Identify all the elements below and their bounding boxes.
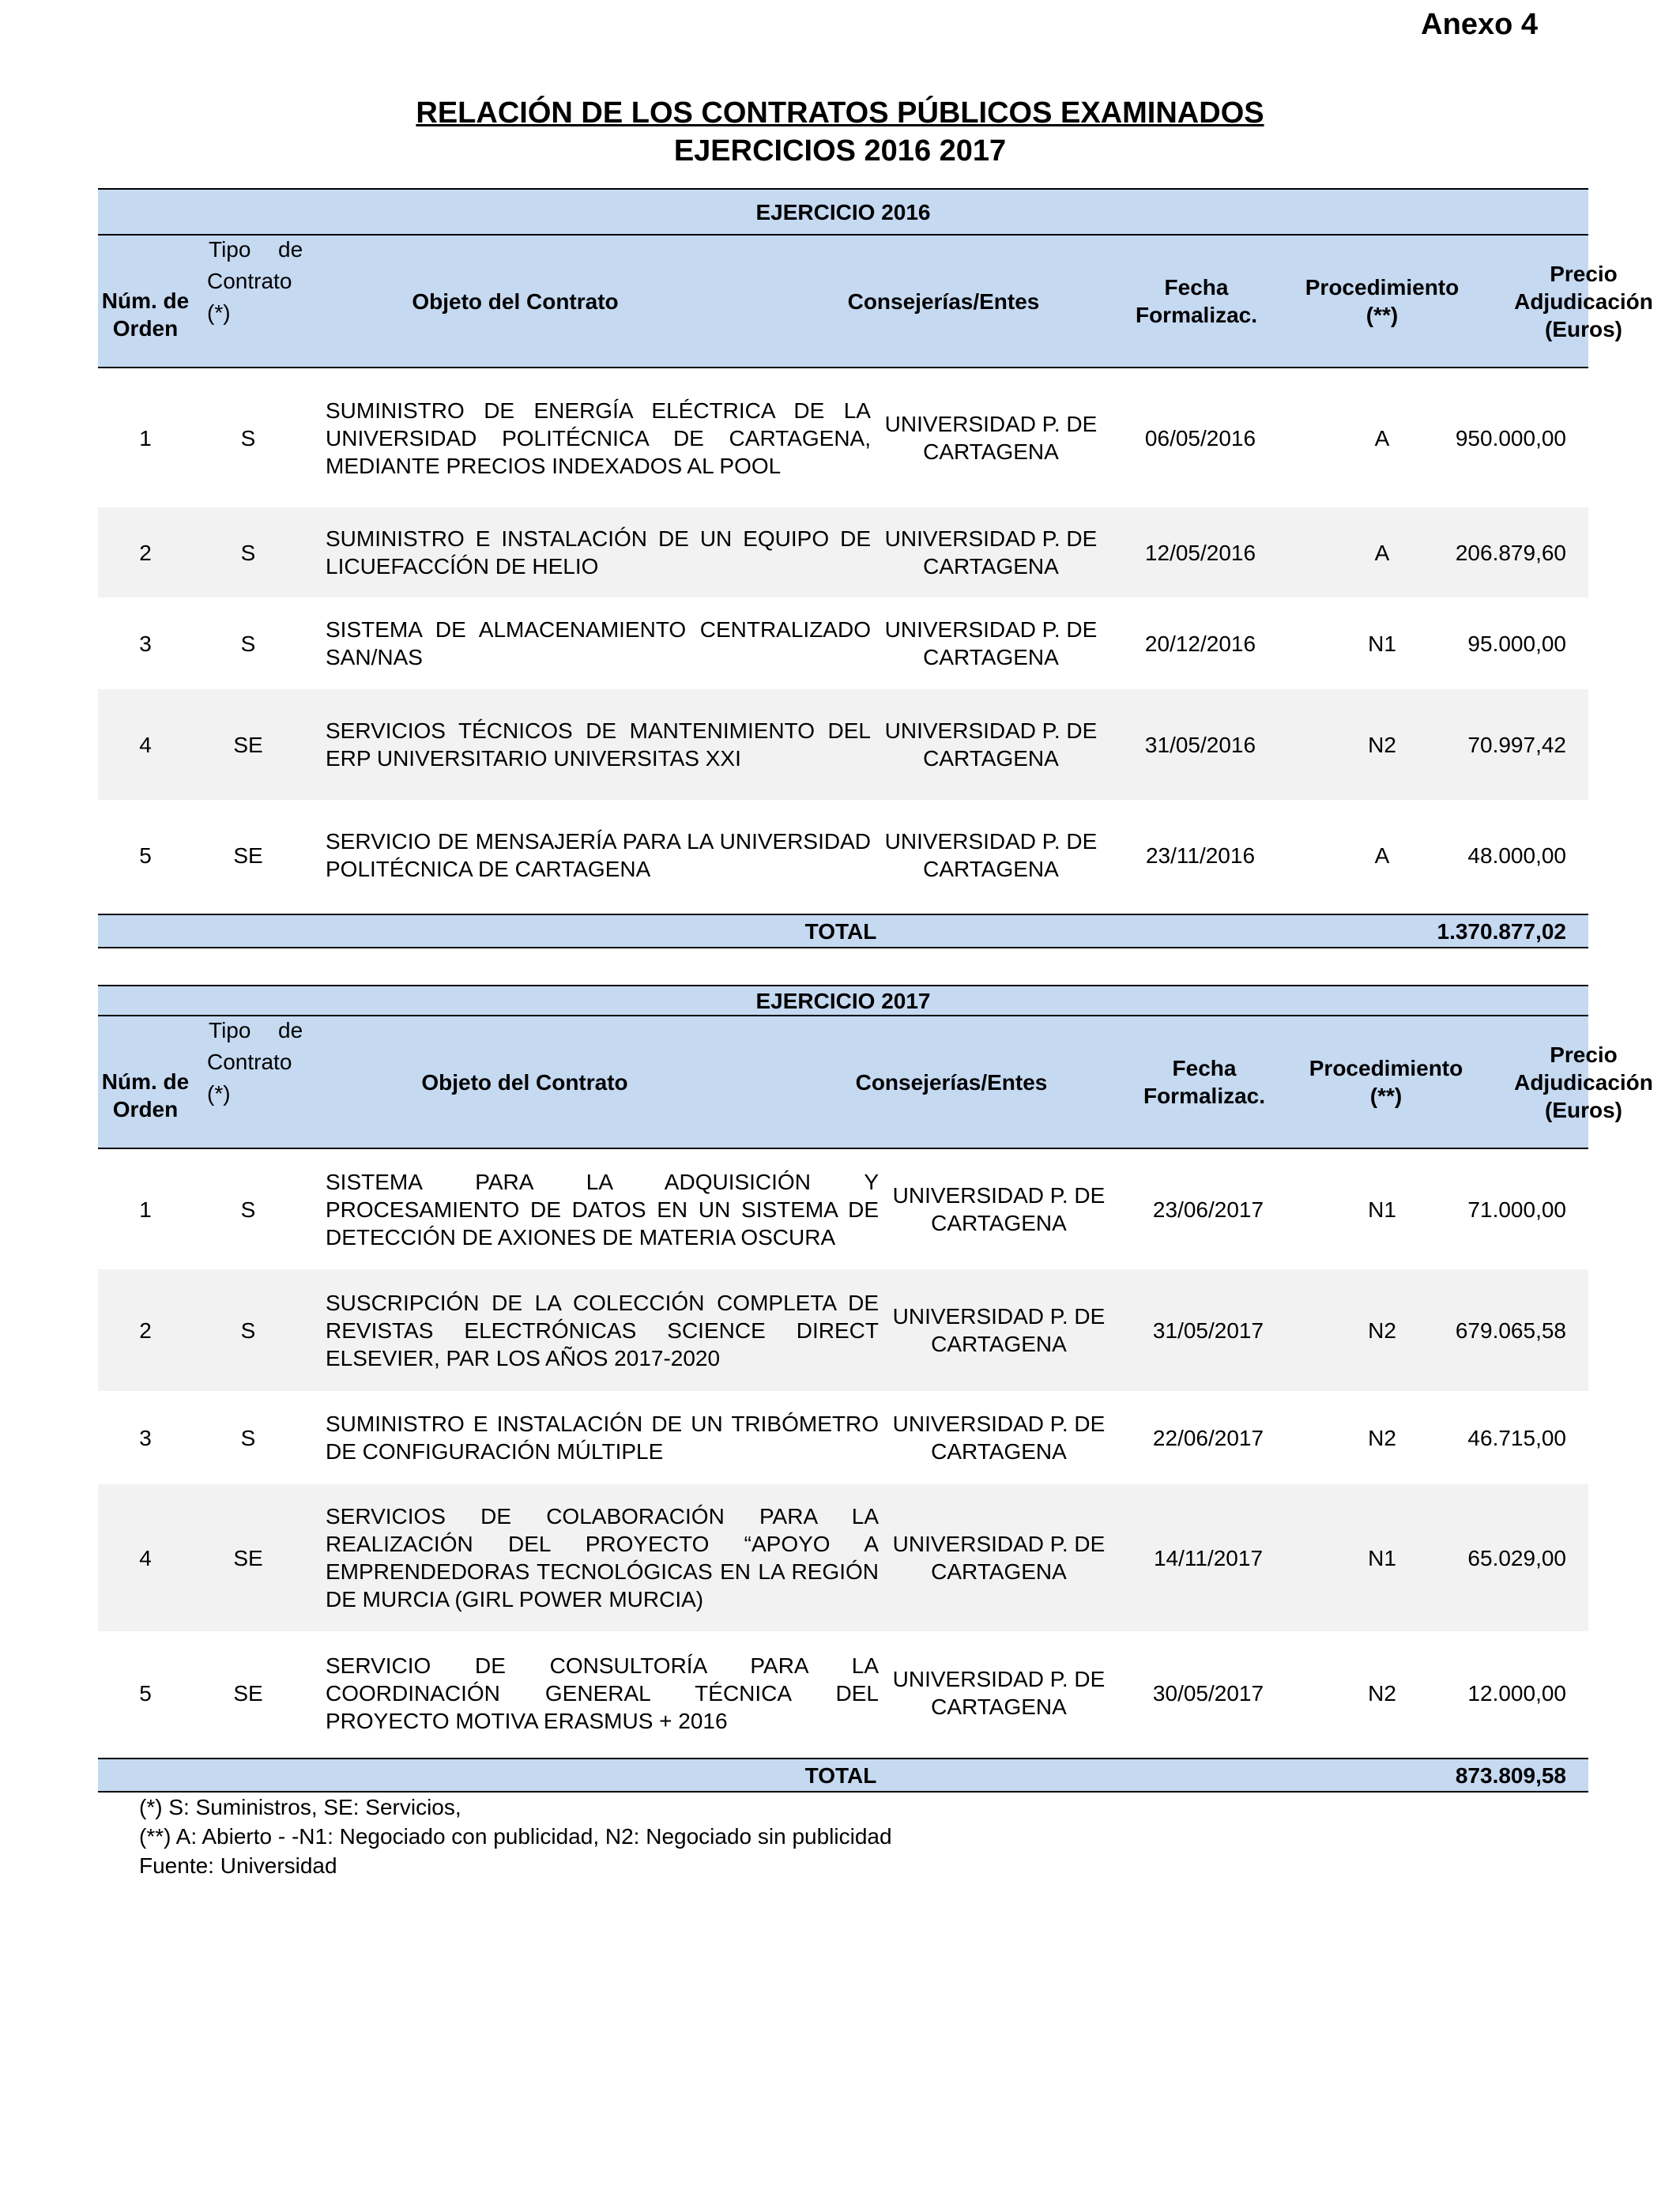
cell-precio: 950.000,00 [1455, 425, 1566, 450]
header-tipo-d: (*) [207, 1081, 231, 1106]
cell-objeto [326, 1484, 879, 1631]
cell-num: 5 [139, 1680, 152, 1706]
table-2016-header [98, 234, 1653, 368]
cell-num: 4 [139, 732, 152, 757]
header-tipo-b: de [278, 1018, 303, 1042]
header-precio-b: Adjudicación [1514, 288, 1653, 314]
cell-procedimiento: N1 [1368, 1545, 1396, 1570]
header-proc-a: Procedimiento [1309, 1056, 1463, 1080]
header-fecha [1109, 1016, 1299, 1148]
cell-precio: 65.029,00 [1467, 1545, 1566, 1570]
cell-procedimiento: N1 [1368, 1197, 1396, 1222]
table-2017-header [98, 1015, 1653, 1149]
table-2016-title: EJERCICIO 2016 [98, 188, 1588, 236]
annex-label: Anexo 4 [1421, 8, 1538, 41]
header-fecha [1102, 236, 1291, 367]
table-row [98, 689, 1588, 800]
cell-procedimiento: N1 [1368, 631, 1396, 656]
header-tipo-a: Tipo [209, 237, 251, 262]
cell-precio: 679.065,58 [1455, 1318, 1566, 1343]
cell-objeto-text: SUSCRIPCIÓN DE LA COLECCIÓN COMPLETA DE REVISTAS ELECTRÓNICAS SCIENCE DIRECT ELSEVIER, PAR LOS AÑOS 2017-2020 [326, 1290, 879, 1370]
header-fecha-b: Formalizac. [1135, 303, 1258, 327]
cell-precio: 48.000,00 [1467, 843, 1566, 868]
cell-objeto [326, 507, 871, 598]
cell-precio: 46.715,00 [1467, 1425, 1566, 1450]
cell-tipo: SE [233, 843, 263, 868]
header-precio [1394, 1016, 1680, 1148]
cell-objeto-text: SUMINISTRO E INSTALACIÓN DE UN EQUIPO DE LICUEFACCÍÓN DE HELIO [326, 526, 871, 579]
cell-ente: UNIVERSIDAD P. DE CARTAGENA [884, 526, 1098, 579]
header-num-b: Orden [112, 316, 179, 341]
table-row [98, 1269, 1588, 1391]
cell-fecha: 30/05/2017 [1152, 1680, 1264, 1706]
cell-precio: 71.000,00 [1467, 1197, 1566, 1222]
footnote-fuente: Fuente: Universidad [139, 1853, 337, 1878]
header-fecha-a: Fecha [1172, 1056, 1237, 1080]
header-precio-a: Precio [1550, 261, 1618, 286]
table-row [98, 368, 1588, 507]
cell-tipo: S [240, 1425, 256, 1450]
cell-num: 4 [139, 1545, 152, 1570]
cell-num: 3 [139, 1425, 152, 1450]
cell-num: 5 [139, 843, 152, 868]
header-num-a: Núm. de [101, 288, 190, 313]
header-num-orden [98, 275, 193, 354]
cell-fecha: 31/05/2016 [1144, 732, 1256, 757]
cell-tipo: S [240, 425, 256, 450]
footnote-tipo: (*) S: Suministros, SE: Servicios, [139, 1795, 461, 1819]
cell-precio: 95.000,00 [1467, 631, 1566, 656]
cell-tipo: S [240, 1197, 256, 1222]
header-fecha-a: Fecha [1164, 275, 1229, 300]
table-2016 [98, 188, 1653, 947]
cell-objeto-text: SERVICIO DE CONSULTORÍA PARA LA COORDINACIÓN GENERAL TÉCNICA DEL PROYECTO MOTIVA ERASMUS + 2016 [326, 1653, 879, 1733]
total-value: 1.370.877,02 [1437, 918, 1566, 944]
table-row [98, 1631, 1588, 1755]
cell-ente: UNIVERSIDAD P. DE CARTAGENA [884, 617, 1098, 669]
header-consejerias: Consejerías/Entes [847, 288, 1040, 314]
cell-objeto [326, 1269, 879, 1391]
cell-procedimiento: N2 [1368, 1425, 1396, 1450]
header-objeto: Objeto del Contrato [412, 288, 619, 314]
cell-procedimiento: A [1374, 425, 1390, 450]
cell-objeto-text: SISTEMA DE ALMACENAMIENTO CENTRALIZADO SAN/NAS [326, 617, 871, 669]
table-row [98, 1391, 1588, 1484]
cell-ente: UNIVERSIDAD P. DE CARTAGENA [884, 412, 1098, 464]
total-label: TOTAL [804, 1762, 877, 1788]
cell-num: 1 [139, 425, 152, 450]
header-consejerias: Consejerías/Entes [855, 1069, 1048, 1095]
cell-tipo: SE [233, 1680, 263, 1706]
cell-num: 1 [139, 1197, 152, 1222]
cell-objeto [326, 689, 871, 800]
cell-ente: UNIVERSIDAD P. DE CARTAGENA [884, 829, 1098, 881]
cell-ente: UNIVERSIDAD P. DE CARTAGENA [884, 718, 1098, 771]
header-tipo-c: Contrato [207, 269, 292, 293]
cell-objeto-text: SISTEMA PARA LA ADQUISICIÓN Y PROCESAMIENTO DE DATOS EN UN SISTEMA DE DETECCIÓN DE AXIONES DE MATERIA OSCURA [326, 1169, 879, 1250]
header-proc-a: Procedimiento [1305, 275, 1460, 300]
cell-precio: 206.879,60 [1455, 540, 1566, 565]
cell-num: 3 [139, 631, 152, 656]
cell-objeto [326, 598, 871, 689]
cell-ente: UNIVERSIDAD P. DE CARTAGENA [892, 1304, 1106, 1356]
header-fecha-b: Formalizac. [1143, 1084, 1266, 1108]
footnotes [139, 1793, 892, 1880]
cell-objeto-text: SERVICIO DE MENSAJERÍA PARA LA UNIVERSIDAD POLITÉCNICA DE CARTAGENA [326, 829, 871, 881]
cell-ente: UNIVERSIDAD P. DE CARTAGENA [892, 1412, 1106, 1464]
table-row [98, 598, 1588, 689]
header-tipo-b: de [278, 237, 303, 262]
cell-fecha: 31/05/2017 [1152, 1318, 1264, 1343]
header-precio-a: Precio [1550, 1042, 1618, 1067]
header-proc-b: (**) [1365, 303, 1399, 327]
cell-objeto-text: SERVICIOS TÉCNICOS DE MANTENIMIENTO DEL ERP UNIVERSITARIO UNIVERSITAS XXI [326, 718, 871, 771]
table-row [98, 800, 1588, 910]
cell-objeto-text: SERVICIOS DE COLABORACIÓN PARA LA REALIZACIÓN DEL PROYECTO “APOYO A EMPRENDEDORAS TECNOLÓGICAS EN LA REGIÓN DE MURCIA (GIRL POWER MURCIA) [326, 1504, 879, 1612]
cell-objeto [326, 1631, 879, 1755]
header-num-orden [98, 1056, 193, 1135]
cell-precio: 12.000,00 [1467, 1680, 1566, 1706]
cell-fecha: 20/12/2016 [1144, 631, 1256, 656]
cell-procedimiento: N2 [1368, 732, 1396, 757]
cell-tipo: SE [233, 732, 263, 757]
cell-fecha: 23/11/2016 [1145, 843, 1256, 868]
cell-num: 2 [139, 1318, 152, 1343]
header-tipo [191, 1016, 302, 1148]
table-2016-total-row [98, 914, 1588, 948]
header-precio-c: (Euros) [1545, 316, 1622, 341]
cell-tipo: S [240, 540, 256, 565]
cell-ente: UNIVERSIDAD P. DE CARTAGENA [892, 1532, 1106, 1584]
cell-tipo: SE [233, 1545, 263, 1570]
table-row [98, 1149, 1588, 1269]
cell-fecha: 14/11/2017 [1153, 1545, 1264, 1570]
table-2017-total-row [98, 1758, 1588, 1793]
header-tipo [191, 236, 302, 367]
header-precio [1394, 236, 1680, 367]
header-precio-c: (Euros) [1545, 1097, 1622, 1122]
cell-fecha: 22/06/2017 [1152, 1425, 1264, 1450]
cell-objeto [326, 1149, 879, 1269]
header-precio-b: Adjudicación [1514, 1069, 1653, 1095]
cell-procedimiento: N2 [1368, 1318, 1396, 1343]
cell-precio: 70.997,42 [1467, 732, 1566, 757]
header-tipo-d: (*) [207, 300, 231, 325]
cell-fecha: 12/05/2016 [1144, 540, 1256, 565]
cell-num: 2 [139, 540, 152, 565]
header-num-a: Núm. de [101, 1069, 190, 1094]
table-row [98, 507, 1588, 598]
cell-objeto-text: SUMINISTRO DE ENERGÍA ELÉCTRICA DE LA UNIVERSIDAD POLITÉCNICA DE CARTAGENA, MEDIANTE PRECIOS INDEXADOS AL POOL [326, 398, 871, 478]
header-num-b: Orden [112, 1097, 179, 1122]
cell-objeto [326, 1391, 879, 1484]
cell-procedimiento: N2 [1368, 1680, 1396, 1706]
cell-objeto-text: SUMINISTRO E INSTALACIÓN DE UN TRIBÓMETRO DE CONFIGURACIÓN MÚLTIPLE [326, 1412, 879, 1464]
total-label: TOTAL [804, 918, 877, 944]
document-title: RELACIÓN DE LOS CONTRATOS PÚBLICOS EXAMINADOS [416, 96, 1264, 130]
cell-ente: UNIVERSIDAD P. DE CARTAGENA [892, 1667, 1106, 1719]
header-proc-b: (**) [1369, 1084, 1403, 1108]
total-value: 873.809,58 [1455, 1762, 1566, 1788]
cell-fecha: 23/06/2017 [1152, 1197, 1264, 1222]
document-subtitle: EJERCICIOS 2016 2017 [673, 134, 1007, 168]
cell-objeto [326, 800, 871, 910]
cell-tipo: S [240, 1318, 256, 1343]
footnote-procedimiento: (**) A: Abierto - -N1: Negociado con publicidad, N2: Negociado sin publicidad [139, 1824, 892, 1849]
cell-procedimiento: A [1374, 540, 1390, 565]
cell-fecha: 06/05/2016 [1144, 425, 1256, 450]
table-row [98, 1484, 1588, 1631]
header-tipo-a: Tipo [209, 1018, 251, 1042]
header-objeto: Objeto del Contrato [421, 1069, 628, 1095]
cell-objeto [326, 368, 871, 507]
table-2017 [98, 985, 1653, 1793]
header-tipo-c: Contrato [207, 1050, 292, 1074]
cell-ente: UNIVERSIDAD P. DE CARTAGENA [892, 1183, 1106, 1235]
cell-procedimiento: A [1374, 843, 1390, 868]
table-2017-title: EJERCICIO 2017 [98, 985, 1588, 1016]
cell-tipo: S [240, 631, 256, 656]
